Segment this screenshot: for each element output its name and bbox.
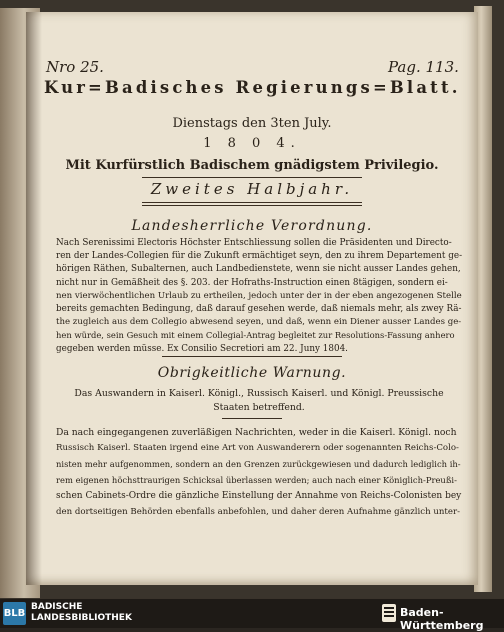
text-line: bereits gemachten Bedingung, daß darauf gesehen werde, daß niemals mehr, als zwey Rä- [56,304,462,314]
baden-wuerttemberg-crest-icon [381,603,397,623]
library-name-line1: BADISCHE [31,602,83,612]
state-label[interactable]: Baden-Württemberg [400,606,484,632]
text-line: nicht nur in Gemäßheit des §. 203. der Hofraths-Instruction einen 8tägigen, sondern ei- [56,277,448,288]
divider-top [142,177,362,178]
half-year-label: Zweites Halbjahr. [150,180,354,198]
document-page [26,12,478,585]
text-line: den dortseitigen Behörden ebenfalls anbefohlen, und daher deren Aufnahme gänzlich unter- [56,507,460,517]
text-line: nisten mehr aufgenommen, sondern an den Grenzen zurückgewiesen und dadurch lediglich ih- [56,459,461,469]
spine-shadow [26,12,42,585]
section-title-decree: Landesherrliche Verordnung. [131,218,373,234]
masthead-title: Kur=Badisches Regierungs=Blatt. [44,78,461,97]
text-line: Da nach eingegangenen zuverläßigen Nachrichten, weder in die Kaiserl. Königl. noch [56,427,457,438]
divider-bottom [142,202,362,206]
library-name-line2: LANDESBIBLIOTHEK [31,613,132,623]
library-name[interactable] [31,602,132,624]
text-line: Russisch Kaiserl. Staaten irgend eine Art von Auswanderern oder sogenannten Reichs-Colo- [56,443,459,453]
issue-year: 1 8 0 4. [203,136,301,151]
text-line: ren der Landes-Collegien für die Zukunft ermächtiget seyn, den zu ihrem Departement ge- [56,251,463,262]
text-line: the zugleich aus dem Collegio abwesend seyen, und daß, wenn ein Diener ausser Landes ge- [56,317,462,328]
issue-number: Nro 25. [46,58,104,76]
divider-mid [162,356,342,357]
warning-subtitle-1: Das Auswandern in Kaiserl. Königl., Russisch Kaiserl. und Königl. Preussische [74,388,444,399]
page-number: Pag. 113. [388,58,459,76]
text-line: nen vierwöchentlichen Urlaub zu ertheilen, jedoch unter der in der eben angezogenen Stelle [56,290,462,301]
text-line: hen würde, sein Gesuch mit einem Collegial-Antrag begleitet zur Resolutions-Fassung anhero [56,330,455,341]
text-line: hörigen Räthen, Subalternen, auch Landbedienstete, wenn sie nicht ausser Landes gehen, [56,264,461,275]
issue-date: Dienstags den 3ten July. [172,116,332,131]
section-title-warning: Obrigkeitliche Warnung. [157,365,347,381]
warning-subtitle-2: Staaten betreffend. [213,402,305,413]
privilege-line: Mit Kurfürstlich Badischem gnädigstem Privilegio. [65,158,439,173]
text-line: rem eigenen höchsttraurigen Schicksal überlassen werden; auch nach einer Königlich-Preußi- [56,475,457,485]
text-line: Nach Serenissimi Electoris Höchster Entschliessung sollen die Präsidenten und Directo- [56,238,452,248]
text-line: schen Cabinets-Ordre die gänzliche Einstellung der Annahme von Reichs-Colonisten bey [56,491,462,501]
divider-warning [222,418,282,419]
blb-logo[interactable]: BLB [3,602,26,625]
text-line: gegeben werden müsse. Ex Consilio Secretiori am 22. Juny 1804. [56,343,348,354]
footer-bar [0,598,504,632]
